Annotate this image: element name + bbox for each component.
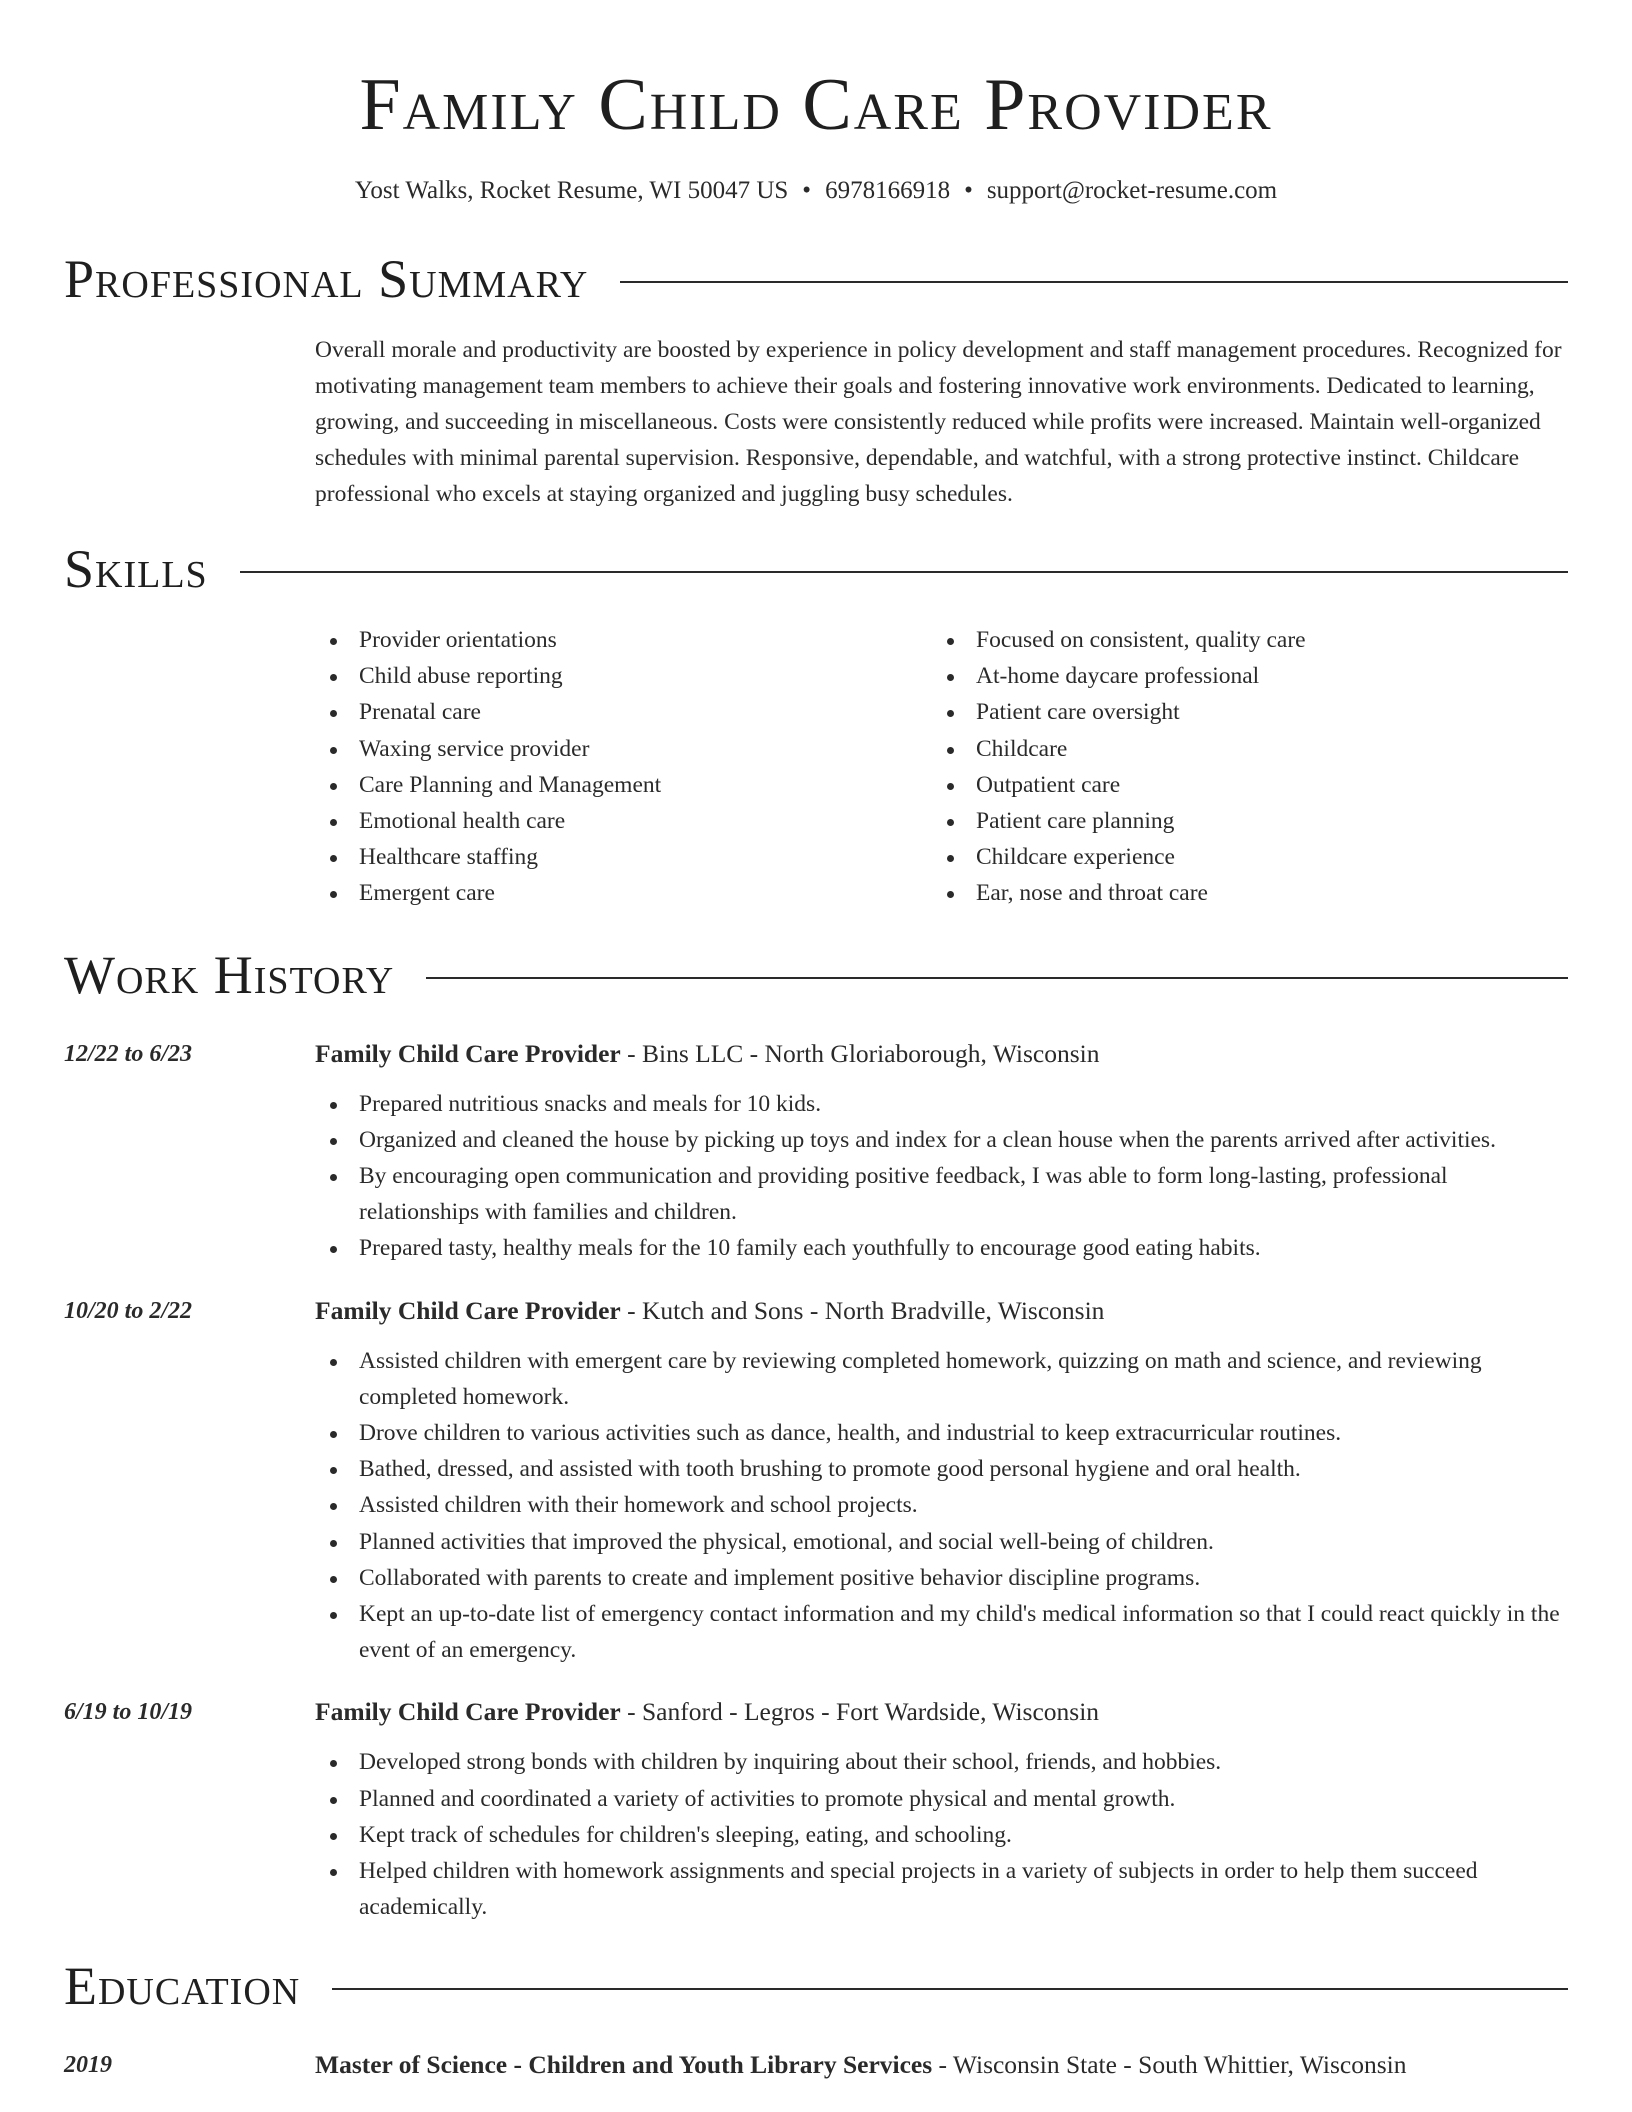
- skill-item: Ear, nose and throat care: [932, 875, 1549, 911]
- job-entry: [64, 1291, 1568, 1669]
- skill-item: Childcare: [932, 731, 1549, 767]
- skills-list: [315, 622, 1568, 912]
- job-bullets: [315, 1744, 1568, 1925]
- skill-item: At-home daycare professional: [932, 658, 1549, 694]
- skills-column-left: [315, 622, 932, 912]
- job-bullet: Kept an up-to-date list of emergency contact information and my child's medical information so that I could react quickly in the event of an emergency.: [315, 1596, 1568, 1668]
- contact-separator: •: [802, 177, 812, 204]
- education-entry: [64, 2045, 1568, 2085]
- resume-name: Family Child Care Provider: [359, 64, 1273, 146]
- job-title-line: [315, 1034, 1568, 1074]
- education-heading: Education: [64, 1956, 301, 2017]
- skill-item: Emergent care: [315, 875, 932, 911]
- job-date: 10/20 to 2/22: [64, 1297, 193, 1324]
- contact-address: Yost Walks, Rocket Resume, WI 50047 US: [354, 177, 789, 204]
- job-bullet: Drove children to various activities such as dance, health, and industrial to keep extracurricular routines.: [315, 1415, 1568, 1451]
- job-bullet: Prepared nutritious snacks and meals for 10 kids.: [315, 1086, 1568, 1122]
- job-title: Family Child Care Provider: [315, 1038, 621, 1068]
- skills-section-header: [64, 534, 1568, 604]
- section-divider: [620, 281, 1568, 283]
- education-school: - Wisconsin State - South Whittier, Wisconsin: [932, 2050, 1407, 2080]
- education-degree: Master of Science - Children and Youth Library Services: [315, 2050, 933, 2080]
- job-bullet: Planned activities that improved the physical, emotional, and social well-being of children.: [315, 1524, 1568, 1560]
- job-entry: [64, 1692, 1568, 1925]
- skills-heading: Skills: [64, 539, 208, 599]
- section-divider: [426, 977, 1568, 979]
- contact-line: [64, 174, 1568, 208]
- work-heading: Work History: [64, 944, 395, 1005]
- work-section-header: [64, 940, 1568, 1010]
- contact-phone: 6978166918: [825, 177, 951, 204]
- job-title-line: [315, 1291, 1568, 1331]
- job-title: Family Child Care Provider: [315, 1295, 621, 1325]
- skill-item: Child abuse reporting: [315, 658, 932, 694]
- summary-section-header: [64, 244, 1568, 314]
- job-bullet: Prepared tasty, healthy meals for the 10 family each youthfully to encourage good eating habits.: [315, 1230, 1568, 1266]
- skill-item: Patient care oversight: [932, 694, 1549, 730]
- job-date: 6/19 to 10/19: [64, 1699, 193, 1726]
- skill-item: Prenatal care: [315, 694, 932, 730]
- job-bullet: Assisted children with their homework and school projects.: [315, 1487, 1568, 1523]
- job-bullet: Collaborated with parents to create and implement positive behavior discipline programs.: [315, 1560, 1568, 1596]
- contact-separator: •: [964, 177, 973, 204]
- job-bullet: Organized and cleaned the house by picking up toys and index for a clean house when the parents arrived after activities.: [315, 1122, 1568, 1158]
- summary-text: Overall morale and productivity are boosted by experience in policy development and staff management procedures. Recognized for motivating management team members to achieve their goals and fostering innovative work environments. Dedicated to learning, growing, and succeeding in miscellaneous. Costs were consistently reduced while profits were increased. Maintain well-organized schedules with minimal parental supervision. Responsive, dependable, and watchful, with a strong protective instinct. Childcare professional who excels at staying organized and juggling busy schedules.: [315, 337, 1562, 507]
- skill-item: Healthcare staffing: [315, 839, 932, 875]
- job-bullet: Planned and coordinated a variety of activities to promote physical and mental growth.: [315, 1781, 1568, 1817]
- skill-item: Provider orientations: [315, 622, 932, 658]
- job-employer: - Sanford - Legros - Fort Wardside, Wisconsin: [620, 1697, 1100, 1727]
- job-entry: [64, 1034, 1568, 1267]
- section-divider: [240, 571, 1568, 573]
- section-divider: [332, 1988, 1568, 1990]
- summary-heading: Professional Summary: [64, 249, 589, 309]
- education-date: 2019: [64, 2052, 112, 2079]
- job-employer: - Kutch and Sons - North Bradville, Wisconsin: [620, 1295, 1105, 1325]
- skill-item: Emotional health care: [315, 803, 932, 839]
- job-bullets: [315, 1086, 1568, 1267]
- job-bullet: Bathed, dressed, and assisted with tooth brushing to promote good personal hygiene and oral health.: [315, 1451, 1568, 1487]
- skill-item: Outpatient care: [932, 767, 1549, 803]
- job-title-line: [315, 1692, 1568, 1732]
- skill-item: Care Planning and Management: [315, 767, 932, 803]
- job-bullet: Assisted children with emergent care by reviewing completed homework, quizzing on math and science, and reviewing completed homework.: [315, 1343, 1568, 1415]
- job-title: Family Child Care Provider: [315, 1697, 621, 1727]
- education-section-header: [64, 1951, 1568, 2021]
- skill-item: Patient care planning: [932, 803, 1549, 839]
- contact-email: support@rocket-resume.com: [986, 177, 1278, 204]
- job-bullets: [315, 1343, 1568, 1669]
- job-bullet: Kept track of schedules for children's sleeping, eating, and schooling.: [315, 1817, 1568, 1853]
- job-bullet: Developed strong bonds with children by inquiring about their school, friends, and hobbies.: [315, 1744, 1568, 1780]
- education-title-line: [315, 2045, 1406, 2085]
- job-bullet: Helped children with homework assignments and special projects in a variety of subjects in order to help them succeed academically.: [315, 1853, 1568, 1925]
- skills-column-right: [932, 622, 1549, 912]
- job-bullet: By encouraging open communication and providing positive feedback, I was able to form long-lasting, professional relationships with families and children.: [315, 1158, 1568, 1230]
- job-employer: - Bins LLC - North Gloriaborough, Wisconsin: [620, 1038, 1100, 1068]
- skill-item: Childcare experience: [932, 839, 1549, 875]
- skill-item: Waxing service provider: [315, 731, 932, 767]
- job-date: 12/22 to 6/23: [64, 1040, 193, 1067]
- skill-item: Focused on consistent, quality care: [932, 622, 1549, 658]
